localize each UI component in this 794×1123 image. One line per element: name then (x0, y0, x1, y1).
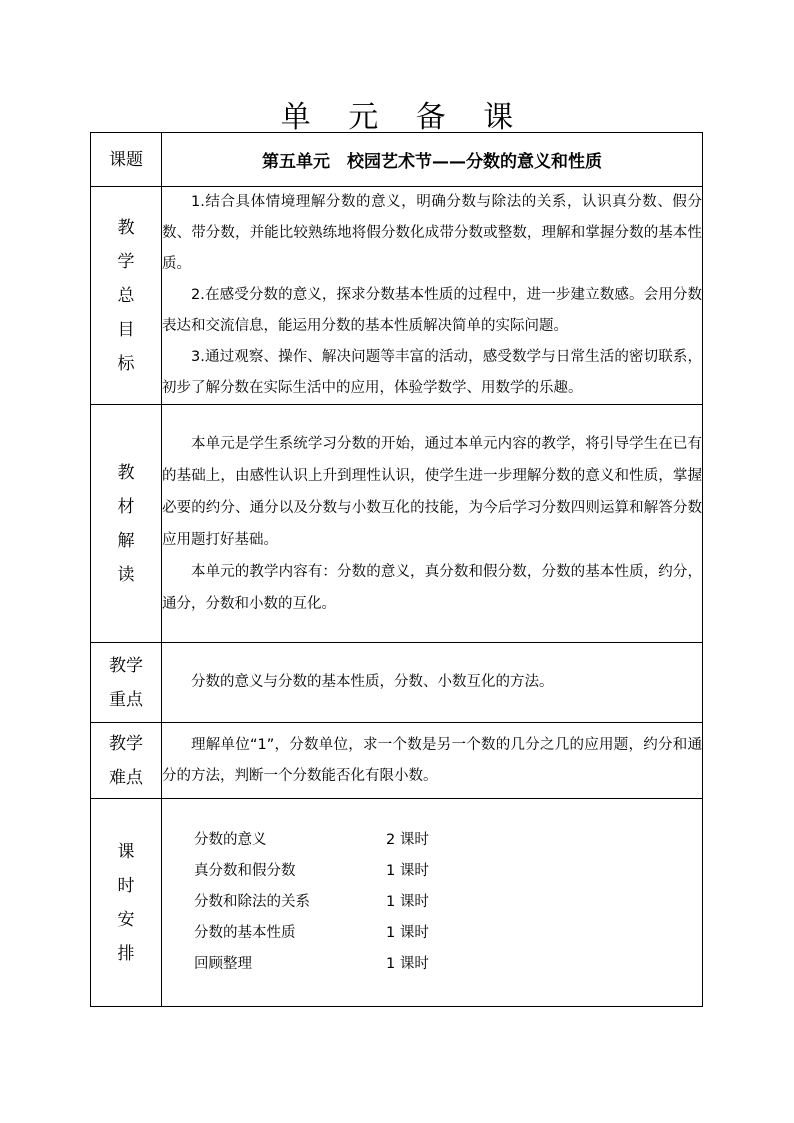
goals-label: 教 学 总 目 标 (91, 187, 162, 405)
key-points-row (91, 643, 703, 723)
goal-paragraph: 3.通过观察、操作、解决问题等丰富的活动，感受数学与日常生活的密切联系，初步了解分数在实际生活中的应用，体验学数学、用数学的乐趣。 (162, 349, 702, 396)
schedule-item (194, 887, 702, 918)
schedule-item (194, 825, 702, 856)
schedule-row (91, 799, 703, 1007)
material-paragraph: 本单元的教学内容有：分数的意义，真分数和假分数，分数的基本性质，约分，通分，分数和小数的互化。 (162, 563, 702, 612)
schedule-item-hours: 1 课时 (386, 863, 429, 879)
difficulties-label: 教学 难点 (91, 723, 162, 799)
schedule-item-name: 回顾整理 (194, 956, 252, 972)
key-points-text: 分数的意义与分数的基本性质，分数、小数互化的方法。 (191, 674, 554, 690)
difficulties-text: 理解单位“1”，分数单位，求一个数是另一个数的几分之几的应用题，约分和通分的方法，判断一个分数能否化有限小数。 (162, 736, 702, 784)
schedule-item-hours: 2 课时 (386, 832, 429, 848)
schedule-item (194, 949, 702, 980)
schedule-label: 课 时 安 排 (91, 799, 162, 1007)
schedule-item-hours: 1 课时 (386, 894, 429, 910)
page-title: 单 元 备 课 (280, 100, 528, 135)
schedule-item-name: 分数和除法的关系 (194, 894, 310, 910)
goals-row (91, 187, 703, 405)
topic-row (91, 133, 703, 187)
material-label: 教 材 解 读 (91, 405, 162, 643)
goal-paragraph: 2.在感受分数的意义，探求分数基本性质的过程中，进一步建立数感。会用分数表达和交流信息，能运用分数的基本性质解决简单的实际问题。 (162, 287, 702, 334)
goal-paragraph: 1.结合具体情境理解分数的意义，明确分数与除法的关系，认识真分数、假分数、带分数，并能比较熟练地将假分数化成带分数或整数，理解和掌握分数的基本性质。 (162, 194, 702, 272)
key-points-label: 教学 重点 (91, 643, 162, 723)
schedule-item (194, 918, 702, 949)
schedule-item (194, 856, 702, 887)
schedule-item-name: 分数的基本性质 (194, 925, 296, 941)
schedule-content (162, 799, 703, 1007)
material-row (91, 405, 703, 643)
schedule-item-name: 分数的意义 (194, 832, 267, 848)
lesson-plan-table (90, 132, 703, 1007)
schedule-item-name: 真分数和假分数 (194, 863, 296, 879)
key-points-content (162, 643, 703, 723)
schedule-item-hours: 1 课时 (386, 956, 429, 972)
material-content (162, 405, 703, 643)
difficulties-row (91, 723, 703, 799)
schedule-item-hours: 1 课时 (386, 925, 429, 941)
material-paragraph: 本单元是学生系统学习分数的开始，通过本单元内容的教学，将引导学生在已有的基础上，由感性认识上升到理性认识，使学生进一步理解分数的意义和性质，掌握必要的约分、通分以及分数与小数互化的技能，为今后学习分数四则运算和解答分数应用题打好基础。 (162, 435, 702, 548)
goals-content (162, 187, 703, 405)
schedule-list (194, 825, 702, 980)
topic-value: 第五单元 校园艺术节——分数的意义和性质 (162, 133, 703, 187)
topic-label: 课题 (91, 133, 162, 187)
difficulties-content (162, 723, 703, 799)
